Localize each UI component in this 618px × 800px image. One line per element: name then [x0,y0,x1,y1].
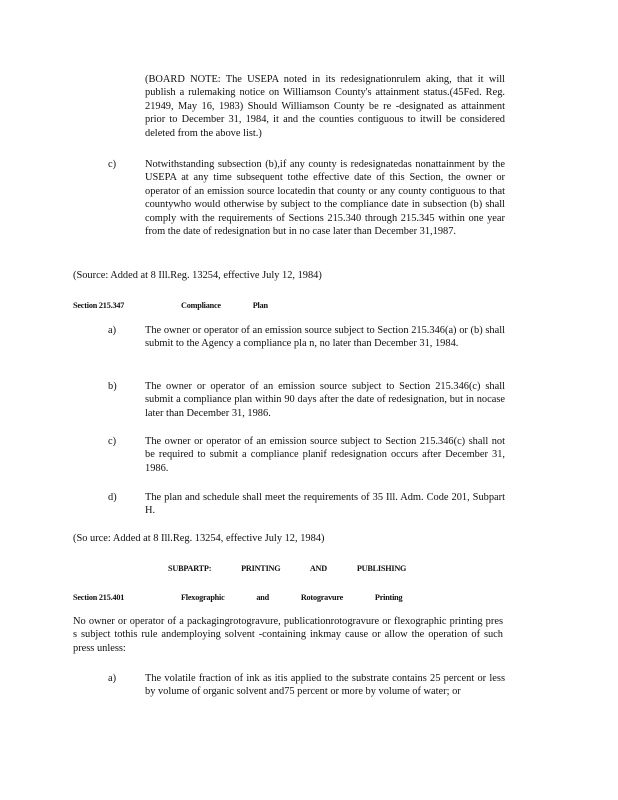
section-215-347-number: Section 215.347 [73,301,125,310]
item-d-label: d) [108,492,117,503]
item-401-a-label: a) [108,673,117,684]
item-b-text: The owner or operator of an emission source subject to Section 215.346(c) shall submit a compliance plan within 90 days after the date of redesignation, but in nocase later than December 31, 1986. [145,381,505,419]
item-d-text: The plan and schedule shall meet the requirements of 35 Ill. Adm. Code 201, Subpart H. [145,492,505,517]
section-215-401-number: Section 215.401 [73,593,125,602]
board-note: (BOARD NOTE: The USEPA noted in its redesignationrulem aking, that it will publish a rulemaking notice on Williamson County's attainment status.(45Fed. Reg. 21949, May 16, 1983) Should Williamson County be re -designated as attainment prior to December 31, 1984, it and the counties contiguous to itwill be considered deleted from the above list.) [145,74,505,139]
section-215-401-title: Flexographic and Rotogravure Printing [181,593,403,602]
item-401-a-text: The volatile fraction of ink as itis applied to the substrate contains 25 percent or less by volume of organic solvent and75 percent or more by volume of water; or [145,673,505,698]
item-c-text: Notwithstanding subsection (b),if any county is redesignatedas nonattainment by the USEPA at any time subsequent tothe effective date of this Section, the owner or operator of an emission source locatedin that county or any county contiguous to that countywho would otherwise by subject to the compliance date in subsection (b) shall comply with the requirements of Sections 215.340 through 215.345 within one year from the date of redesignation but in no case later than December 31,1987. [145,159,505,238]
subpart-title: SUBPARTP: PRINTING AND PUBLISHING [168,564,407,573]
item-a-label: a) [108,325,117,336]
source-note-2: (So urce: Added at 8 Ill.Reg. 13254, effective July 12, 1984) [73,533,325,544]
item-c2-text: The owner or operator of an emission source subject to Section 215.346(c) shall not be required to submit a compliance planif redesignation occurs after December 31, 1986. [145,436,505,474]
section-215-347-title: Compliance Plan [181,301,268,310]
source-note-1: (Source: Added at 8 Ill.Reg. 13254, effective July 12, 1984) [73,270,322,281]
item-b-label: b) [108,381,117,392]
item-c-label: c) [108,159,117,170]
item-c2-label: c) [108,436,117,447]
item-a-text: The owner or operator of an emission source subject to Section 215.346(a) or (b) shall submit to the Agency a compliance pla n, no later than December 31, 1984. [145,325,505,350]
section-215-401-intro: No owner or operator of a packagingrotogravure, publicationrotogravure or flexographic printing pres s subject tothis rule andemploying solvent -containing inkmay cause or allow the operation of such press unless: [73,616,503,654]
